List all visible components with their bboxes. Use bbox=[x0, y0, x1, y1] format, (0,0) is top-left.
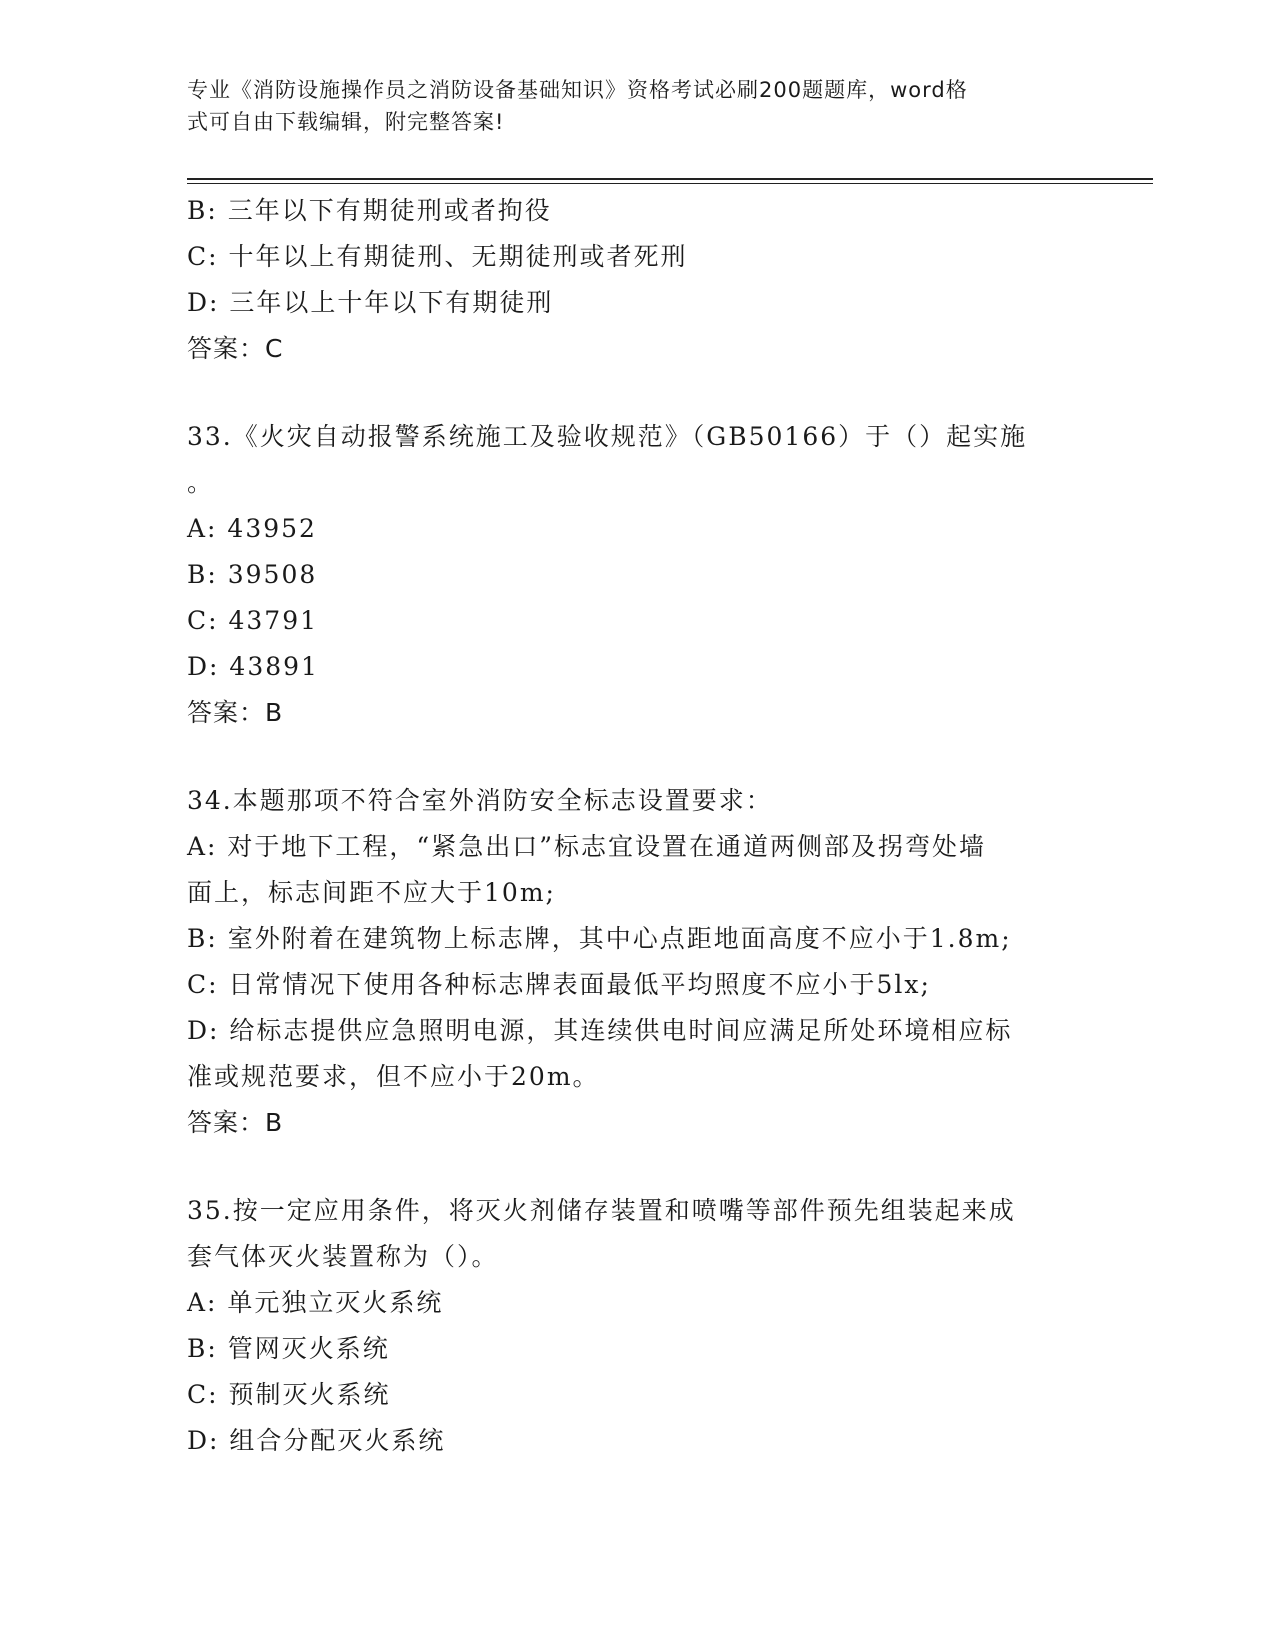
q33-stem-line-1: 33.《火灾自动报警系统施工及验收规范》（GB50166）于（）起实施 bbox=[187, 422, 1028, 451]
q35-option-c: C: 预制灭火系统 bbox=[187, 1380, 391, 1409]
q35-option-d: D: 组合分配灭火系统 bbox=[187, 1426, 446, 1455]
question-content bbox=[187, 188, 1087, 1464]
document-header bbox=[187, 74, 1067, 138]
header-line-1: 专业《消防设施操作员之消防设备基础知识》资格考试必刷200题题库，word格 bbox=[187, 78, 968, 102]
q34-option-a-line-2: 面上，标志间距不应大于10m; bbox=[187, 878, 556, 907]
question-33 bbox=[187, 414, 1087, 736]
q33-option-b: B: 39508 bbox=[187, 560, 318, 589]
q35-option-b: B: 管网灭火系统 bbox=[187, 1334, 390, 1363]
q34-option-b: B: 室外附着在建筑物上标志牌，其中心点距地面高度不应小于1.8m; bbox=[187, 924, 1012, 953]
header-divider-thin bbox=[187, 183, 1153, 184]
q33-option-c: C: 43791 bbox=[187, 606, 319, 635]
header-line-2: 式可自由下载编辑，附完整答案! bbox=[187, 110, 505, 134]
q32-option-d: D: 三年以上十年以下有期徒刑 bbox=[187, 288, 554, 317]
q33-stem-line-2: 。 bbox=[187, 468, 215, 497]
q34-answer: 答案：B bbox=[187, 1108, 284, 1137]
q33-option-a: A: 43952 bbox=[187, 514, 317, 543]
q32-option-b: B: 三年以下有期徒刑或者拘役 bbox=[187, 196, 552, 225]
header-divider-thick bbox=[187, 178, 1153, 180]
q35-stem-line-2: 套气体灭火装置称为（）。 bbox=[187, 1242, 499, 1271]
question-32-continued bbox=[187, 188, 1087, 372]
q33-answer: 答案：B bbox=[187, 698, 284, 727]
spacer bbox=[187, 1146, 1087, 1188]
q34-option-c: C: 日常情况下使用各种标志牌表面最低平均照度不应小于5lx; bbox=[187, 970, 931, 999]
q32-answer: 答案：C bbox=[187, 334, 284, 363]
spacer bbox=[187, 372, 1087, 414]
q35-stem-line-1: 35.按一定应用条件，将灭火剂储存装置和喷嘴等部件预先组装起来成 bbox=[187, 1196, 1016, 1225]
q34-option-d-line-2: 准或规范要求，但不应小于20m。 bbox=[187, 1062, 600, 1091]
q33-option-d: D: 43891 bbox=[187, 652, 319, 681]
q34-stem: 34.本题那项不符合室外消防安全标志设置要求： bbox=[187, 786, 773, 815]
q34-option-a-line-1: A: 对于地下工程，“紧急出口”标志宜设置在通道两侧部及拐弯处墙 bbox=[187, 832, 986, 861]
q35-option-a: A: 单元独立灭火系统 bbox=[187, 1288, 444, 1317]
q32-option-c: C: 十年以上有期徒刑、无期徒刑或者死刑 bbox=[187, 242, 688, 271]
spacer bbox=[187, 736, 1087, 778]
question-35 bbox=[187, 1188, 1087, 1464]
q34-option-d-line-1: D: 给标志提供应急照明电源，其连续供电时间应满足所处环境相应标 bbox=[187, 1016, 1013, 1045]
question-34 bbox=[187, 778, 1087, 1146]
